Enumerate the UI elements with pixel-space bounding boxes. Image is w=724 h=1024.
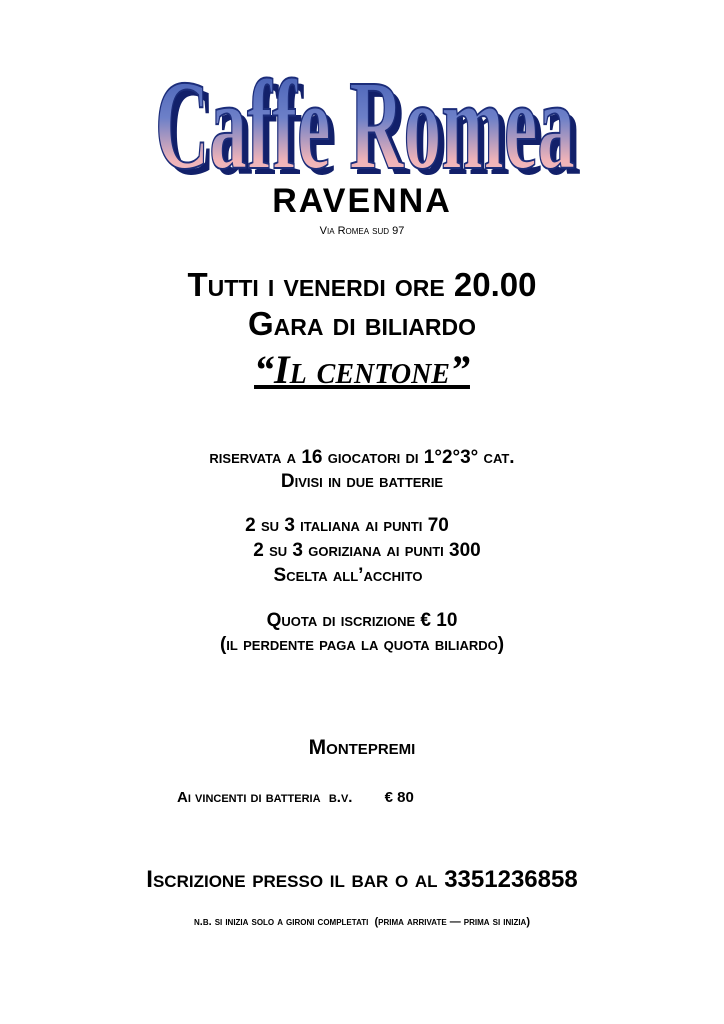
prizes-title: Montepremi: [308, 736, 416, 759]
winners-amount: € 80: [384, 789, 414, 806]
fee-note: (il perdente paga la quota biliardo): [219, 634, 505, 655]
format-italiana: 2 su 3 italiana ai punti 70: [245, 515, 449, 536]
city-name: RAVENNA: [272, 182, 452, 220]
footer-note: n.b. si inizia solo a gironi completati (prima arrivate — prima si inizia): [193, 916, 531, 928]
format-goriziana: 2 su 3 goriziana ai punti 300: [253, 540, 481, 561]
event-name-text: “Il centone”: [254, 347, 470, 392]
registration-info: Iscrizione presso il bar o al 3351236858: [146, 866, 578, 893]
event-name: [0, 346, 724, 393]
event-type: Gara di biliardo: [248, 305, 476, 342]
cafe-logo: [130, 0, 600, 180]
groups-info: Divisi in due batterie: [280, 471, 444, 492]
entry-fee: Quota di iscrizione € 10: [266, 610, 458, 631]
prizes-row: [177, 789, 414, 806]
event-schedule: Tutti i venerdi ore 20.00: [187, 266, 537, 303]
players-info: riservata a 16 giocatori di 1°2°3° cat.: [209, 447, 515, 468]
choice-info: Scelta all’acchito: [273, 565, 423, 586]
winners-label: Ai vincenti di batteria b.v.: [177, 789, 353, 806]
address: Via Romea sud 97: [319, 225, 405, 237]
logo-shadow: Caffe Romea: [161, 60, 581, 180]
logo-title: Caffe Romea: [155, 54, 575, 180]
